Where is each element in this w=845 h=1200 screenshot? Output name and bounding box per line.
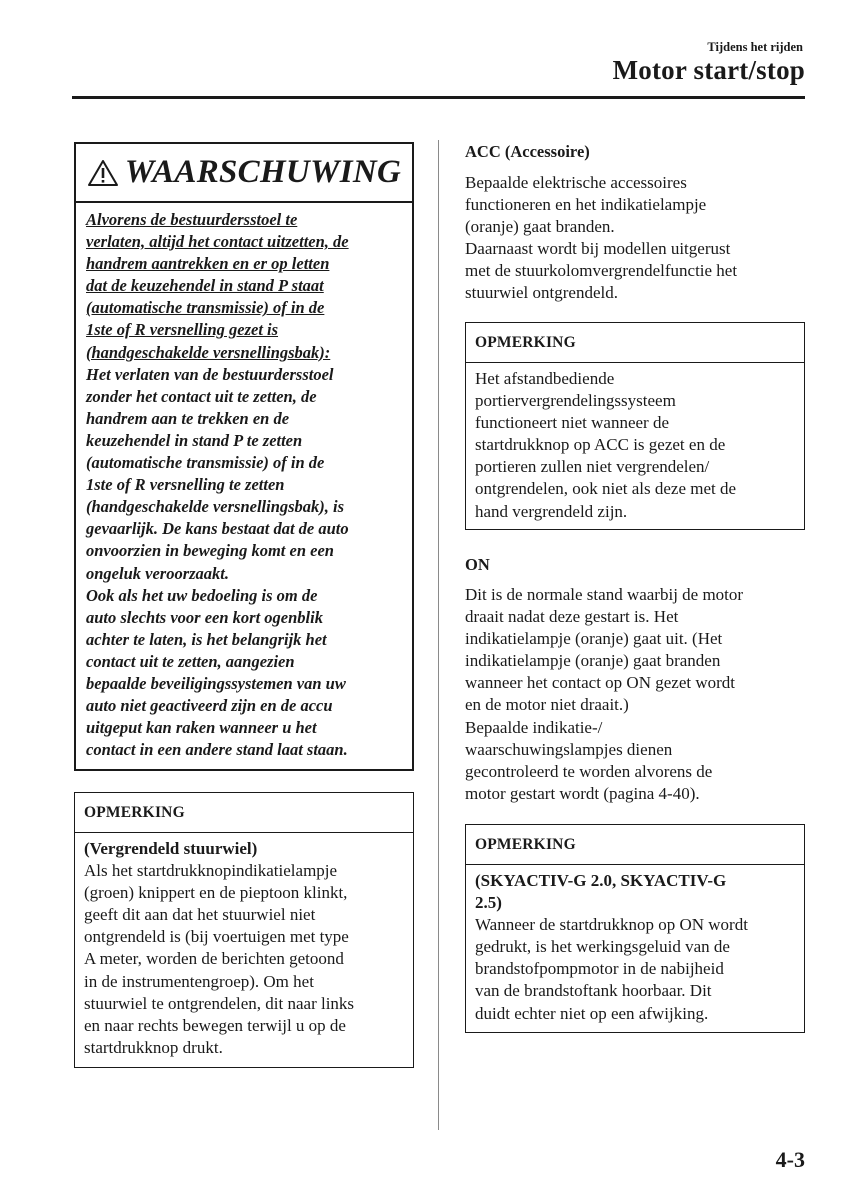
note-line: hand vergrendeld zijn. [475,501,628,521]
column-divider [438,140,439,1130]
note-line: geeft dit aan dat het stuurwiel niet [84,905,316,925]
note-line: portiervergrendelingssysteem [475,391,676,411]
warning-line: dat de keuzehendel in stand P staat [86,276,324,296]
warning-line: (handgeschakelde versnellingsbak), is [86,497,345,517]
on-line: wanneer het contact op ON gezet wordt [465,673,735,693]
warning-line: contact in een andere stand laat staan. [86,740,348,760]
note-line: startdrukknop drukt. [84,1037,223,1057]
note-body [75,833,413,1059]
on-line: waarschuwingslampjes dienen [465,739,673,759]
page-title: Motor start/stop [612,55,805,85]
warning-line: (automatische transmissie) of in de [86,453,325,473]
acc-line: (oranje) gaat branden. [465,217,615,237]
warning-box [74,142,414,771]
on-line: Bepaalde indikatie-/ [465,717,603,737]
note-line: stuurwiel te ontgrendelen, dit naar links [84,993,355,1013]
warning-header [76,144,412,203]
warning-line: 1ste of R versnelling gezet is [86,320,279,340]
note-heading: OPMERKING [466,323,804,363]
note-subheading: (SKYACTIV-G 2.0, SKYACTIV-G [475,871,727,890]
warning-title: WAARSCHUWING [124,154,402,190]
note-line: duidt echter niet op een afwijking. [475,1003,709,1023]
warning-line: contact uit te zetten, aangezien [86,651,295,671]
warning-line: auto niet geactiveerd zijn en de accu [86,696,333,716]
note-subheading: 2.5) [475,893,502,913]
on-line: Dit is de normale stand waarbij de motor [465,585,744,604]
on-line: draait nadat deze gestart is. Het [465,607,679,627]
warning-line: 1ste of R versnelling te zetten [86,475,285,495]
note-line: in de instrumentengroep). Om het [84,971,314,991]
warning-line: uitgeput kan raken wanneer u het [86,718,317,738]
note-line: Het afstandbediende [475,369,615,388]
on-line: indikatielampje (oranje) gaat uit. (Het [465,629,723,649]
acc-line: Bepaalde elektrische accessoires [465,173,687,192]
section-label: Tijdens het rijden [707,40,803,54]
warning-line: handrem aan te trekken en de [86,408,290,428]
on-line: en de motor niet draait.) [465,695,629,715]
note-box-on [465,824,805,1033]
warning-line: verlaten, altijd het contact uitzetten, de [86,232,349,252]
note-line: Als het startdrukknopindikatielampje [84,861,338,881]
warning-line: bepaalde beveiligingssystemen van uw [86,673,346,693]
note-line: en naar rechts bewegen terwijl u op de [84,1015,346,1035]
note-subheading: (Vergrendeld stuurwiel) [84,839,258,858]
warning-line: Het verlaten van de bestuurdersstoel [86,364,334,384]
note-line: gedrukt, is het werkingsgeluid van de [475,937,730,957]
note-line: van de brandstoftank hoorbaar. Dit [475,981,712,1001]
acc-line: Daarnaast wordt bij modellen uitgerust [465,239,731,259]
warning-line: handrem aantrekken en er op letten [86,254,330,274]
note-line: startdrukknop op ACC is gezet en de [475,435,726,455]
warning-line: Ook als het uw bedoeling is om de [86,585,318,605]
warning-line: auto slechts voor een kort ogenblik [86,607,323,627]
warning-line: gevaarlijk. De kans bestaat dat de auto [86,519,349,539]
note-body [466,363,804,523]
acc-text [465,172,810,305]
on-text [465,584,810,805]
on-heading: ON [465,555,490,574]
note-line: Wanneer de startdrukknop op ON wordt [475,915,748,935]
on-line: indikatielampje (oranje) gaat branden [465,651,721,671]
note-body [466,865,804,1025]
note-line: portieren zullen niet vergrendelen/ [475,457,710,477]
warning-line: zonder het contact uit te zetten, de [86,386,317,406]
note-heading: OPMERKING [466,825,804,865]
warning-line: ongeluk veroorzaakt. [86,563,230,583]
note-line: brandstofpompmotor in de nabijheid [475,959,724,979]
warning-line: (automatische transmissie) of in de [86,298,325,318]
on-line: motor gestart wordt (pagina 4-40). [465,783,700,803]
note-box-acc [465,322,805,530]
page-number: 4-3 [775,1147,805,1172]
note-line: ontgrendeld is (bij voertuigen met type [84,927,349,947]
warning-line: keuzehendel in stand P te zetten [86,430,303,450]
acc-line: stuurwiel ontgrendeld. [465,283,618,303]
note-line: ontgrendelen, ook niet als deze met de [475,479,737,499]
acc-line: functioneren en het indikatielampje [465,195,707,215]
note-line: functioneert niet wanneer de [475,413,669,433]
note-line: A meter, worden de berichten getoond [84,949,344,969]
warning-line: (handgeschakelde versnellingsbak): [86,342,331,362]
note-heading: OPMERKING [75,793,413,833]
acc-line: met de stuurkolomvergrendelfunctie het [465,261,738,281]
note-line: (groen) knippert en de pieptoon klinkt, [84,883,348,903]
on-line: gecontroleerd te worden alvorens de [465,761,713,781]
warning-line: Alvorens de bestuurdersstoel te [86,210,298,229]
acc-heading: ACC (Accessoire) [465,142,590,161]
warning-line: achter te laten, is het belangrijk het [86,629,327,649]
note-box-steering-lock [74,792,414,1068]
header-rule [72,96,805,99]
warning-line: onvoorzien in beweging komt en een [86,541,334,561]
warning-body [76,203,412,761]
warning-triangle-icon [87,159,119,187]
